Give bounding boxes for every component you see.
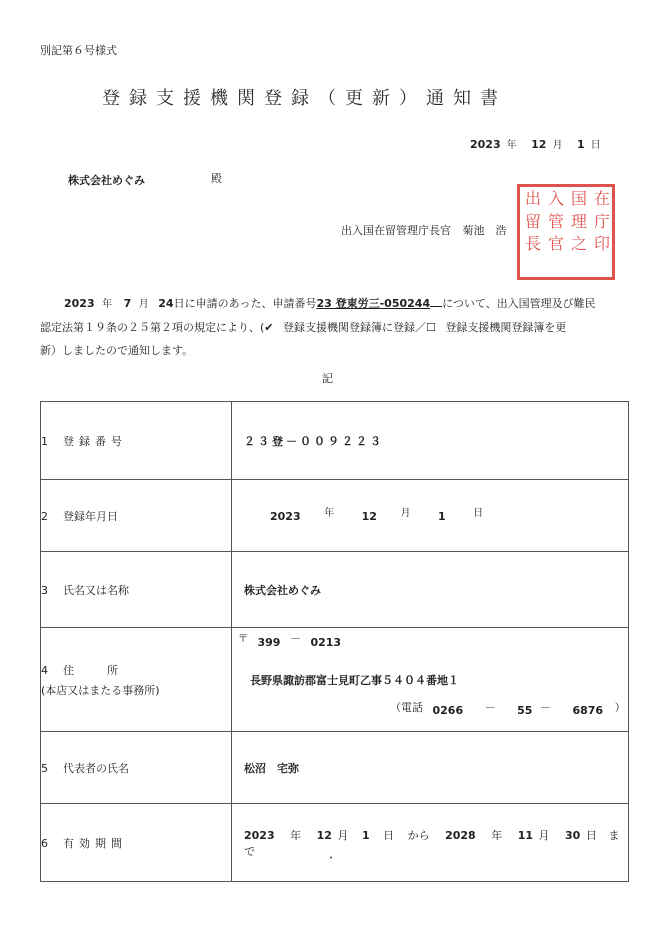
zip-part-2: 0213 bbox=[310, 636, 342, 649]
label-registration-number: 登録番号 bbox=[63, 434, 127, 448]
notice-line-2 bbox=[40, 316, 634, 339]
application-number: 23 登東労三-050244 bbox=[316, 297, 431, 310]
option-renew: 登録支援機関登録簿を更 bbox=[445, 321, 567, 334]
issuer bbox=[341, 222, 507, 238]
checkbox-empty-icon: ☐ bbox=[426, 321, 436, 334]
issue-year: 2023 bbox=[470, 138, 501, 151]
valid-to-month: 11 bbox=[517, 828, 534, 842]
issue-day: 1 bbox=[576, 138, 585, 151]
address-value: 長野県諏訪郡富士見町乙事５４０４番地１ bbox=[250, 674, 459, 687]
app-day-text: 日に申請のあった、申請番号 bbox=[173, 297, 317, 310]
registration-details-table bbox=[40, 401, 629, 882]
recipient-name: 株式会社めぐみ bbox=[68, 174, 145, 187]
valid-from-year: 2023 bbox=[244, 828, 275, 842]
reg-month-unit: 月 bbox=[400, 508, 411, 519]
reg-year: 2023 bbox=[270, 510, 301, 523]
issue-day-unit: 日 bbox=[590, 140, 601, 151]
from-keyword: から bbox=[407, 828, 430, 842]
valid-from-day-unit: 日 bbox=[383, 828, 395, 842]
notice-text-1: について、出入国管理及び難民 bbox=[442, 297, 596, 310]
table-row bbox=[41, 402, 629, 480]
company-name-value: 株式会社めぐみ bbox=[244, 583, 321, 597]
issue-month: 12 bbox=[531, 138, 547, 151]
phone-prefix: （電話 bbox=[390, 701, 423, 714]
notice-paragraph bbox=[40, 292, 634, 362]
issue-month-unit: 月 bbox=[552, 140, 563, 151]
label-registration-date: 登録年月日 bbox=[63, 509, 118, 523]
label-validity-period: 有効期間 bbox=[63, 836, 127, 850]
table-row bbox=[41, 804, 629, 882]
valid-to-year-unit: 年 bbox=[491, 828, 503, 842]
label-address: 住 所 bbox=[63, 663, 118, 677]
valid-from-year-unit: 年 bbox=[290, 828, 302, 842]
app-day: 24 bbox=[158, 297, 174, 310]
notice-law-text: 認定法第１９条の２５第２項の規定により、( bbox=[40, 321, 265, 334]
phone-area-code: 0266 bbox=[432, 704, 464, 717]
option-register: 登録支援機関登録簿に登録／ bbox=[283, 321, 427, 334]
document-title: 登録支援機関登録（更新）通知書 bbox=[102, 88, 507, 109]
checkbox-checked-icon: ✔ bbox=[264, 321, 274, 334]
label-name: 氏名又は名称 bbox=[63, 583, 129, 597]
row-number: 1 bbox=[41, 434, 48, 448]
phone-dash: － bbox=[484, 701, 496, 714]
valid-to-month-unit: 月 bbox=[538, 828, 550, 842]
recipient-honorific: 殿 bbox=[211, 172, 222, 185]
official-seal: 出 入 国 在 留 管 理 庁 長 官 之 印 bbox=[517, 184, 615, 280]
table-row bbox=[41, 552, 629, 628]
table-row bbox=[41, 628, 629, 732]
phone-dash: － bbox=[539, 701, 551, 714]
phone-number: 6876 bbox=[572, 704, 604, 717]
row-number: 4 bbox=[41, 663, 48, 677]
phone-suffix: ） bbox=[614, 701, 626, 714]
ki-marker: 記 bbox=[322, 372, 333, 385]
valid-from-month: 12 bbox=[316, 828, 332, 842]
reg-month: 12 bbox=[361, 510, 377, 523]
stray-mark: • bbox=[329, 854, 334, 862]
phone-exchange: 55 bbox=[517, 704, 533, 717]
notice-line-1 bbox=[40, 292, 634, 316]
row-number: 6 bbox=[41, 836, 48, 850]
row-number: 2 bbox=[41, 509, 48, 523]
reg-day: 1 bbox=[437, 510, 446, 523]
zip-part-1: 399 bbox=[257, 636, 281, 649]
reg-year-unit: 年 bbox=[324, 508, 335, 519]
app-month-unit: 月 bbox=[138, 299, 149, 310]
row-number: 3 bbox=[41, 583, 48, 597]
registration-number-value: ２３登－００９２２３ bbox=[244, 434, 384, 448]
issue-date bbox=[470, 136, 612, 151]
representative-name-value: 松沼 宅弥 bbox=[244, 761, 299, 775]
table-row bbox=[41, 480, 629, 552]
row-number: 5 bbox=[41, 761, 48, 775]
reg-day-unit: 日 bbox=[473, 508, 484, 519]
label-address-sub: (本店又はまたる事務所) bbox=[41, 683, 160, 697]
app-year-unit: 年 bbox=[102, 299, 113, 310]
valid-from-month-unit: 月 bbox=[337, 828, 349, 842]
zip-dash: － bbox=[289, 632, 301, 645]
issuer-title: 出入国在留管理庁長官 bbox=[341, 224, 451, 237]
valid-to-year: 2028 bbox=[445, 828, 476, 842]
valid-to-day-unit: 日 bbox=[585, 828, 597, 842]
form-id: 別記第６号様式 bbox=[40, 44, 117, 57]
label-representative: 代表者の氏名 bbox=[63, 761, 129, 775]
valid-to-day: 30 bbox=[565, 828, 581, 842]
issuer-name: 菊池 浩 bbox=[462, 224, 507, 237]
notice-line-3: 新）しましたので通知します。 bbox=[40, 344, 194, 357]
issue-year-unit: 年 bbox=[506, 140, 517, 151]
app-year: 2023 bbox=[64, 297, 95, 310]
until-keyword: まで bbox=[244, 828, 620, 858]
postal-mark-icon: 〒 bbox=[238, 634, 248, 645]
table-row bbox=[41, 732, 629, 804]
app-month: 7 bbox=[123, 297, 132, 310]
valid-from-day: 1 bbox=[361, 828, 370, 842]
